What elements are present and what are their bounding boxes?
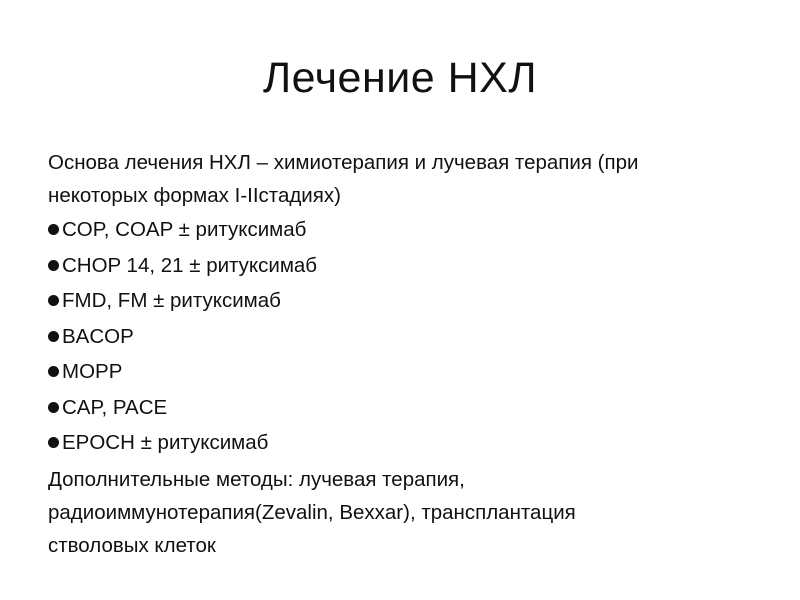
list-item-text: CAP, PACE	[62, 395, 168, 419]
list-item	[48, 319, 768, 355]
list-item	[48, 212, 768, 248]
list-item-text: COP, COAP ± ритуксимаб	[62, 218, 307, 242]
extra-line-1: Дополнительные методы: лучевая терапия,	[48, 467, 465, 491]
list-item	[48, 283, 768, 319]
extra-line-3: стволовых клеток	[48, 533, 216, 557]
list-item-text: FMD, FM ± ритуксимаб	[62, 289, 281, 313]
bullet-dot-icon	[48, 224, 59, 235]
treatment-regimen-list	[48, 212, 768, 461]
list-item-text: MOPP	[62, 360, 123, 384]
slide-body	[48, 146, 768, 562]
intro-paragraph	[48, 146, 768, 212]
bullet-dot-icon	[48, 437, 59, 448]
bullet-dot-icon	[48, 331, 59, 342]
list-item	[48, 390, 768, 426]
intro-line-1: Основа лечения НХЛ – химиотерапия и лучевая терапия (при	[48, 151, 639, 174]
list-item-text: BACOP	[62, 324, 134, 348]
list-item-text: EPOCH ± ритуксимаб	[62, 431, 269, 455]
list-item	[48, 425, 768, 461]
list-item-text: CHOP 14, 21 ± ритуксимаб	[62, 253, 318, 277]
bullet-dot-icon	[48, 260, 59, 271]
bullet-dot-icon	[48, 366, 59, 377]
list-item	[48, 248, 768, 284]
bullet-dot-icon	[48, 402, 59, 413]
intro-line-2: некоторых формах I-IIстадиях)	[48, 184, 341, 207]
slide-title: Лечение НХЛ	[262, 54, 538, 102]
additional-methods-paragraph	[48, 463, 768, 562]
bullet-dot-icon	[48, 295, 59, 306]
list-item	[48, 354, 768, 390]
extra-line-2: радиоиммунотерапия(Zevalin, Bexxar), трансплантация	[48, 500, 576, 524]
